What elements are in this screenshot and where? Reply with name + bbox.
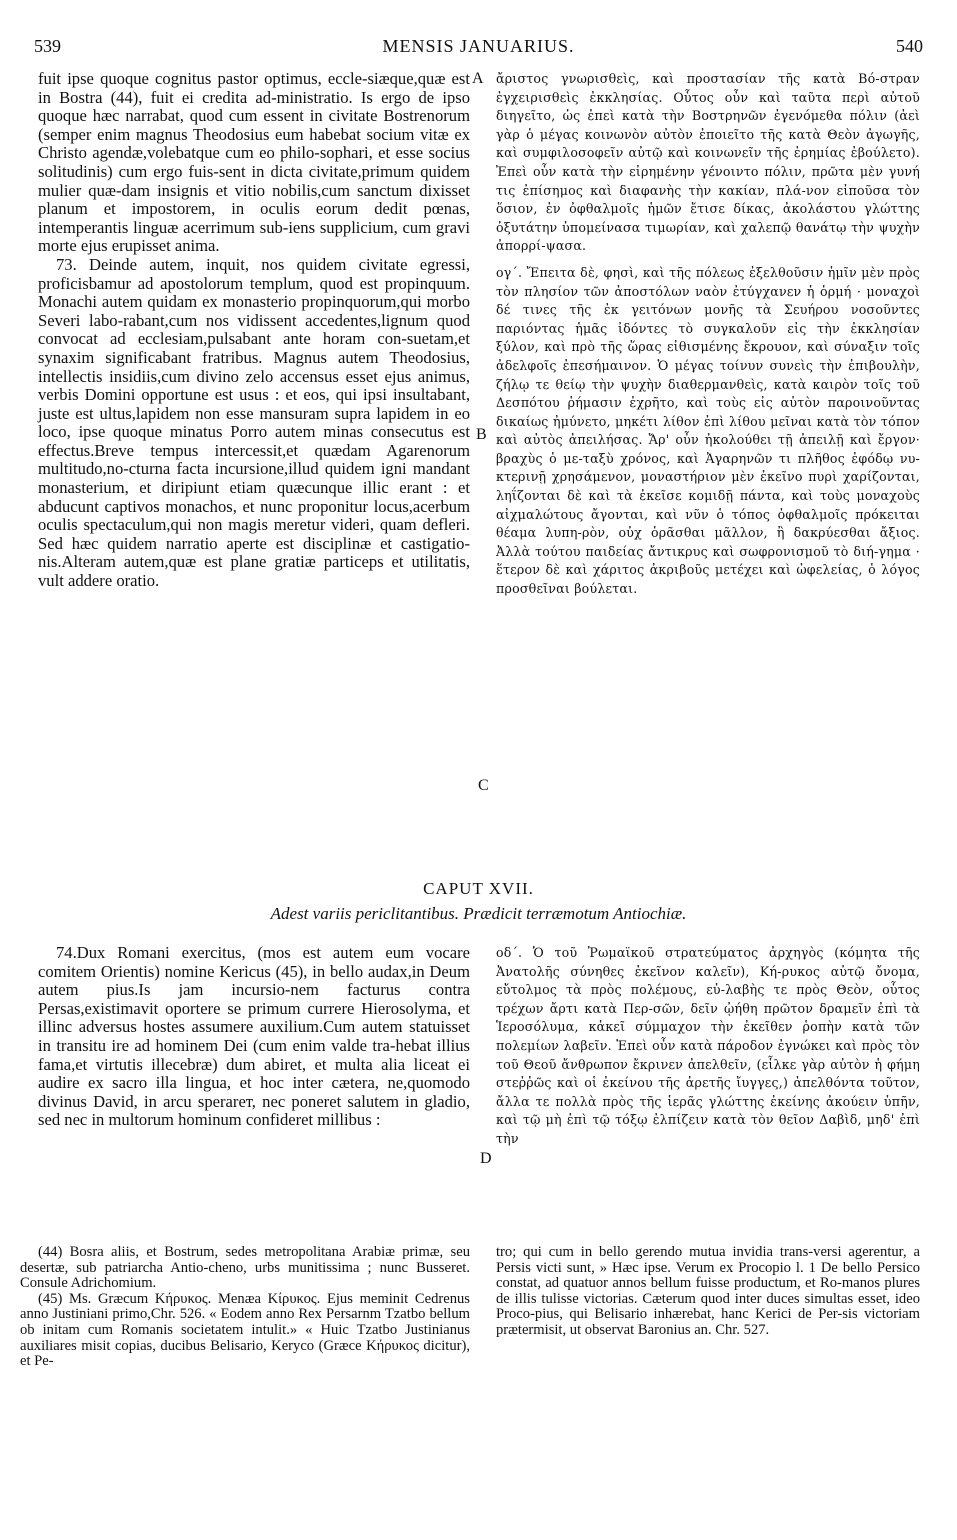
greek-paragraph-1: ἄριστος γνωρισθεὶς, καὶ προστασίαν τῆς κατὰ Βό-στραν ἐγχειρισθεὶς ἐκκλησίας. Οὗτος οὖν καὶ ταῦτα περὶ αὐτοῦ διηγεῖτο, ὡς ἐπεὶ κατὰ τὴν Βοστρηνῶν ἐγενόμεθα πόλιν (ἀεὶ γὰρ ὁ μέγας κοινωνὸν αὐτὸν ἐποιεῖτο τῆς κατὰ Θεὸν ἀγωγῆς, καὶ συμφιλοσοφεῖν αὐτῷ καὶ κοινωνεῖν τῆς ἐρημίας ἐβούλετο). Ἐπεὶ οὖν κατὰ τὴν εἰρημένην γένοιντο πόλιν, πρῶτα μὲν γυνή τις ἐπίσημος καὶ διαφανὴς τὴν κακίαν, πλά-νον εἰποῦσα τὸν ὅσιον, ἐν ὀφθαλμοῖς ἡμῶν ἔτισε δίκας, ἀκολάστου γλώττης ὀξυτάτην ὑπομείνασα τιμωρίαν, καὶ χαλεπῷ θανάτῳ τὴν ψυχὴν ἀπορρί-ψασα. bbox=[496, 71, 920, 254]
footnote-continuation: tro; qui cum in bello gerendo mutua invidia trans-versi agerentur, a Persis victi sunt, » Hæc ipse. Verum ex Procopio l. 1 De bello Persico constat, ad quatuor annos bellum fuisse productum, et Ro-manos plures de illis tulisse victorias. Cæterum quod inter duces simultas esset, ideo Proco-pius, qui Belisario inhærebat, hanc Kerici de Per-sis victoriam prætermisit, ut observat Baronius an. Chr. 527. bbox=[496, 1244, 920, 1338]
latin-column-upper bbox=[38, 70, 470, 591]
page-header bbox=[34, 36, 923, 62]
latin-paragraph-74: 74.Dux Romani exercitus, (mos est autem eum vocare comitem Orientis) nomine Kericus (45), in bello audax,in Deum autem pius.Is jam incursio-nem facturus contra Persas,existimavit oportere se primum currere Hierosolyma, et illinc adversus hostes assumere auxilium.Cum autem statuisset in transitu ire ad hominem Dei (cum enim valde tra-hebat illius fama,et virtutis illecebræ) dum abiret, et multa alia liceat ei audire ex sacro illa lingua, et hoc inter cætera, ne,quomodo divinus David, in arcu sperareт, nec poneret salutem in gladio, sed nec in multorum hominum confideret millibus : bbox=[38, 943, 470, 1130]
footnotes-left bbox=[20, 1245, 470, 1370]
running-title: MENSIS JANUARIUS. bbox=[382, 36, 575, 56]
greek-column-upper bbox=[496, 70, 920, 599]
latin-column-lower bbox=[38, 944, 470, 1130]
chapter-subtitle: Adest variis periclitantibus. Prædicit terræmotum Antiochiæ. bbox=[270, 904, 687, 923]
footnote-44: (44) Bosra aliis, et Bostrum, sedes metropolitana Arabiæ primæ, seu desertæ, sub patriarcha Antio-cheno, urbs munitissima ; nunc Busseret. Consule Adrichomium. bbox=[20, 1244, 470, 1292]
footnotes-right bbox=[496, 1245, 920, 1339]
chapter-title: CAPUT XVII. bbox=[423, 879, 534, 898]
greek-paragraph-73: ογ΄. Ἔπειτα δὲ, φησὶ, καὶ τῆς πόλεως ἐξελθοῦσιν ἡμῖν μὲν πρὸς τὸν πλησίον τῶν ἀποστόλων ναὸν ἐτύγχανεν ἡ ὁρμή · μοναχοὶ δέ τινες τῆς ἐκ γειτόνων μονῆς τὰ Σευήρου νοσοῦντες παριόντας ἡμᾶς ἰδόντες τὸ συγκαλοῦν εἰς τὴν ἐκκλησίαν ξύλον, καὶ πρὸ τῆς ὥρας εἰθισμένης ἔκρουον, καὶ σύναξιν τοῖς ἀδελφοῖς ἐπεσήμαινον. Ὁ μέγας τοίνυν συνεὶς τὴν ἐπιβουλὴν, ζήλῳ τε θείῳ τὴν ψυχὴν διαθερμανθεὶς, κατὰ καιρὸν τοῖς τοῦ Δεσπότου ῥήμασιν ἐχρῆτο, καὶ τοὺς εἰς αὐτὸν παροινοῦντας δικαίως ἠμύνετο, μηκέτι λίθον ἐπὶ λίθου μεῖναι κατὰ τὸν τόπον καὶ αὐτὸς ἀπειλήσας. Ἄρ' οὖν ἠκολούθει τῇ ἀπειλῇ καὶ ἔργον· βραχὺς ὁ με-ταξὺ χρόνος, καὶ Ἀγαρηνῶν τι πλῆθος ἐφόδῳ νυ-κτερινῇ χρησάμενον, μοναστήριον μὲν ἐκεῖνο πυρὶ χαρίζονται, ληΐζονται δὲ καὶ τὰ ἐκεῖσε κομιδῇ πάντα, καὶ τοὺς μοναχοὺς αἰχμαλώτους ἄγονται, καὶ νῦν ὁ τόπος ὀφθαλμοῖς πρόκειται θέαμα λυπη-ρὸν, οὐχ ὁρᾶσθαι μᾶλλον, ἢ δακρύεσθαι ἄξιος. Ἀλλὰ τούτου παιδείας ἄντικρυς καὶ σωφρονισμοῦ τὸ διή-γημα · ἕτερον δὲ καὶ χάριτος ἀκριβοῦς μετέχει καὶ ὠφελείας, ὁ λόγος προσθεῖναι βούλεται. bbox=[496, 264, 920, 597]
margin-marker-b: B bbox=[476, 426, 487, 443]
margin-marker-a: A bbox=[472, 70, 484, 87]
page-number-right: 540 bbox=[896, 36, 923, 56]
footnote-45: (45) Ms. Græcum Κήρυκος. Menæa Κίρυκος. Ejus meminit Cedrenus anno Justiniani primo,Chr. 526. « Eodem anno Rex Persarnm Tzatbo bellum ob initam cum Romanis societatem intulit.» « Huic Tzatbo Justinianus auxiliares misit copias, ducibus Belisario, Keryco (Græce Κήρυκος dicitur), et Pe- bbox=[20, 1290, 470, 1370]
latin-paragraph-73: 73. Deinde autem, inquit, nos quidem civitate egressi, proficisbamur ad apostolorum templum, quod est propinquum. Monachi autem quidam ex monasterio propinquorum,qui morbo Severi labo-rabant,cum nos vidissent accedentes,lignum quod convocat ad ecclesiam,pulsabant ante horam con-suetam,et synaxim significabant fratribus. Magnus autem Theodosius, intellectis insidiis,cum divino zelo accensus esset ejus animus, verbis Domini opportune est usus : et eos, qui ipsi insultabant, juste est ultus,lapidem non esse mansuram supra lapidem in eo loco, ipse quoque minatus Porro autem minas consecutus est effectus.Breve tempus intercessit,et quædam Agarenorum multitudo,no-cturna facta incursione,illud quidem igni mandant monasterium, et diripiunt etiam quæcunque illic erant : et abducunt captivos monachos, et nunc proponitur locus,acerbum oculis spectaculum,qui non magis meretur videri, quam defleri. Sed hæc quidem narratio aperte est disciplinæ et castigatio-nis.Alteram autem,quæ est plane gratiæ particeps et utilitatis, vult addere oratio. bbox=[38, 254, 470, 591]
page-number-left: 539 bbox=[34, 36, 61, 56]
greek-paragraph-74: οδ΄. Ὁ τοῦ Ῥωμαϊκοῦ στρατεύματος ἀρχηγὸς (κόμητα τῆς Ἀνατολῆς σύνηθες ἐκεῖνον καλεῖν), Κή-ρυκος αὐτῷ ὄνομα, εὔτολμος τὰ πρὸς πολέμους, εὐ-λαβὴς τε πρὸς Θεὸν, οὗτος τρέχων ἄρτι κατὰ Περ-σῶν, δεῖν ᾠήθη πρῶτον δραμεῖν ἐπὶ τὰ Ἱεροσόλυμα, κἀκεῖ σύμμαχον τὴν ἐκεῖθεν ῥοπὴν κατὰ τῶν πολεμίων λαβεῖν. Ἐπεὶ οὖν κατὰ πάροδον ἐγνώκει καὶ πρὸς τὸν τοῦ Θεοῦ ἄνθρωπον ἔκρινεν ἀπελθεῖν, (εἷλκε γὰρ αὐτὸν ἡ φήμη στεῤῥῶς καὶ οἱ ἐκείνου τῆς ἀρετῆς ἴυγγες,) ἀπελθόντα τοῦτον, ἄλλα τε πολλὰ πρὸς τῆς ἱερᾶς γλώττης ἐκείνης ἀκούειν ὑπῆν, καὶ τῷ μὴ ἐπὶ τῷ τόξῳ ἐλπίζειν κατὰ τὸν θεῖον Δαβὶδ, μηδ' ἐπὶ τὴν bbox=[496, 945, 920, 1146]
greek-column-lower bbox=[496, 944, 920, 1149]
margin-marker-c: C bbox=[478, 777, 489, 794]
latin-paragraph-1: fuit ipse quoque cognitus pastor optimus, eccle-siæque,quæ est in Bostra (44), fuit ei credita ad-ministratio. Is ergo de ipso quoque hæc narrabat, quod cum essent in civitate Bostrenorum (semper enim magnus Theodosius eum habebat socium vitæ ex Christo agendæ,volebatque cum eo philo-sophari, et esse socius solitudinis) cum ergo fuis-sent in dicta civitate,primum quidem mulier quæ-dam insignis et vitio nobilis,cum sanctum dixisset planum et impostorem, in oculis eorum dedit pœnas, intemperantis linguæ acerrimum sub-iens supplicium, cum gravi morte ejus erupisset anima. bbox=[38, 69, 470, 256]
margin-marker-d: D bbox=[480, 1150, 492, 1167]
